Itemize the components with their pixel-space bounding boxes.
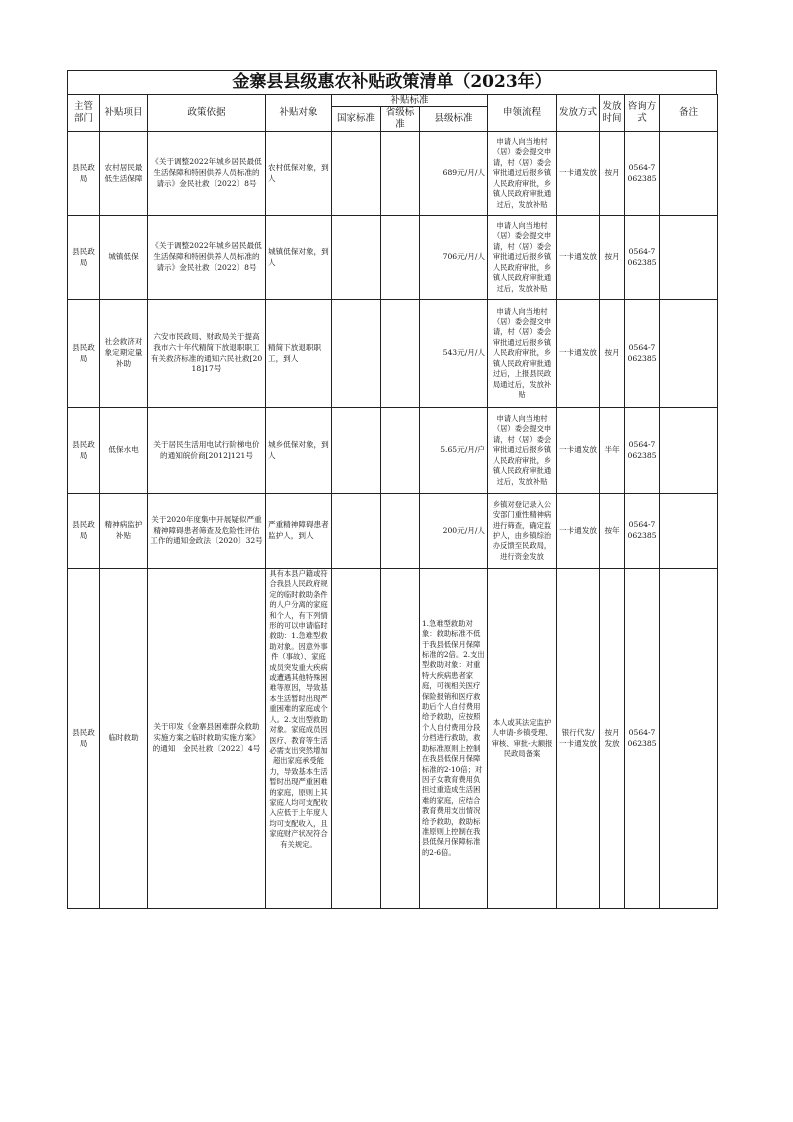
cell-process: 申请人向当地村（居）委会提交申请，村（居）委会审批通过后报乡镇人民政府审批，乡镇人民政府审批通过后，发放补贴 <box>488 408 557 494</box>
cell-target: 严重精神障碍患者监护人，到人 <box>266 494 332 569</box>
cell-item: 精神病监护补贴 <box>100 494 148 569</box>
cell-county: 543元/月/人 <box>420 300 488 408</box>
cell-national <box>332 132 381 216</box>
cell-note <box>660 494 718 569</box>
header-basis: 政策依据 <box>148 95 266 132</box>
cell-time: 半年 <box>600 408 625 494</box>
cell-national <box>332 494 381 569</box>
cell-item: 农村居民最低生活保障 <box>100 132 148 216</box>
cell-basis: 《关于调整2022年城乡居民最低生活保障和特困供养人员标准的请示》金民社救〔2022〕8号 <box>148 132 266 216</box>
cell-method: 一卡通发放 <box>557 216 600 300</box>
cell-provincial <box>381 132 420 216</box>
cell-basis: 关于印发《金寨县困难群众救助实施方案之临时救助实施方案》的通知 金民社救〔2022〕4号 <box>148 569 266 909</box>
cell-note <box>660 132 718 216</box>
cell-note <box>660 408 718 494</box>
cell-contact: 0564-7062385 <box>625 300 660 408</box>
header-standard: 补贴标准 <box>332 95 488 107</box>
cell-note <box>660 300 718 408</box>
header-method: 发放方式 <box>557 95 600 132</box>
cell-method: 银行代发/一卡通发放 <box>557 569 600 909</box>
cell-contact: 0564-7062385 <box>625 569 660 909</box>
header-row-1 <box>68 95 718 107</box>
cell-target: 城镇低保对象，到人 <box>266 216 332 300</box>
cell-time: 按月 <box>600 132 625 216</box>
table-row <box>68 216 718 300</box>
cell-county: 706元/月/人 <box>420 216 488 300</box>
cell-target: 农村低保对象，到人 <box>266 132 332 216</box>
header-county: 县级标准 <box>420 107 488 132</box>
header-national: 国家标准 <box>332 107 381 132</box>
header-contact: 咨询方式 <box>625 95 660 132</box>
cell-national <box>332 216 381 300</box>
cell-provincial <box>381 494 420 569</box>
page-title: 金寨县县级惠农补贴政策清单（2023年） <box>67 70 717 94</box>
cell-national <box>332 408 381 494</box>
cell-dept: 县民政局 <box>68 408 100 494</box>
cell-method: 一卡通发放 <box>557 132 600 216</box>
header-item: 补贴项目 <box>100 95 148 132</box>
cell-basis: 六安市民政局、财政局关于提高我市六十年代精简下放退职职工有关救济标准的通知六民社救[2018]17号 <box>148 300 266 408</box>
cell-contact: 0564-7062385 <box>625 494 660 569</box>
cell-item: 社会救济对象定期定量补助 <box>100 300 148 408</box>
cell-county: 689元/月/人 <box>420 132 488 216</box>
cell-target: 精简下放退职职工，到人 <box>266 300 332 408</box>
header-process: 申领流程 <box>488 95 557 132</box>
header-time: 发放时间 <box>600 95 625 132</box>
cell-time: 按月 <box>600 216 625 300</box>
cell-method: 一卡通发放 <box>557 494 600 569</box>
cell-item: 临时救助 <box>100 569 148 909</box>
cell-item: 城镇低保 <box>100 216 148 300</box>
cell-provincial <box>381 216 420 300</box>
cell-note <box>660 569 718 909</box>
cell-target: 具有本县户籍或符合我县人民政府规定的临时救助条件的人户分离的家庭和个人，有下列情形的可以申请临时救助：1.急难型救助对象。因意外事件（事故）、家庭成员突发重大疾病或遭遇其他特殊困难等原因，导致基本生活暂时出现严重困难的家庭或个人。2.支出型救助对象。家庭成员因医疗、教育等生活必需支出突然增加超出家庭承受能力，导致基本生活暂时出现严重困难的家庭，原则上其家庭人均可支配收入应低于上年度人均可支配收入，且家庭财产状况符合有关规定。 <box>266 569 332 909</box>
cell-method: 一卡通发放 <box>557 408 600 494</box>
header-provincial: 省级标准 <box>381 107 420 132</box>
cell-national <box>332 569 381 909</box>
subsidy-table <box>67 94 718 909</box>
cell-provincial <box>381 300 420 408</box>
cell-contact: 0564-7062385 <box>625 132 660 216</box>
cell-time: 按月 <box>600 300 625 408</box>
cell-provincial <box>381 408 420 494</box>
cell-county: 200元/月/人 <box>420 494 488 569</box>
cell-process: 申请人向当地村（居）委会提交申请，村（居）委会审批通过后报乡镇人民政府审批，乡镇人民政府审批通过后，发放补贴 <box>488 216 557 300</box>
cell-national <box>332 300 381 408</box>
header-dept: 主管部门 <box>68 95 100 132</box>
cell-dept: 县民政局 <box>68 216 100 300</box>
cell-note <box>660 216 718 300</box>
cell-process: 申请人向当地村（居）委会提交申请，村（居）委会审批通过后报乡镇人民政府审批，乡镇人民政府审批通过后，上报县民政局通过后，发放补贴 <box>488 300 557 408</box>
cell-item: 低保水电 <box>100 408 148 494</box>
cell-county: 5.65元/月/户 <box>420 408 488 494</box>
header-note: 备注 <box>660 95 718 132</box>
cell-target: 城乡低保对象，到人 <box>266 408 332 494</box>
cell-basis: 关于居民生活用电试行阶梯电价的通知皖价商[2012]121号 <box>148 408 266 494</box>
cell-provincial <box>381 569 420 909</box>
cell-process: 乡镇对登记录入公安部门重性精神病进行筛查，确定监护人，由乡镇综治办反馈至民政局，进行资金发放 <box>488 494 557 569</box>
table-row <box>68 569 718 909</box>
table-row <box>68 494 718 569</box>
cell-process: 申请人向当地村（居）委会提交申请，村（居）委会审批通过后报乡镇人民政府审批，乡镇人民政府审批通过后，发放补贴 <box>488 132 557 216</box>
cell-dept: 县民政局 <box>68 569 100 909</box>
table-row <box>68 132 718 216</box>
cell-county: 1.急难型救助对象：救助标准不低于我县低保月保障标准的2倍。2.支出型救助对象：对重特大疾病患者家庭，可视相关医疗保险报销和医疗救助后个人自付费用给予救助，应按照个人自付费用分段分档进行救助，救助标准原则上控制在我县低保月保障标准的2-10倍；对因子女教育费用负担过重造成生活困难的家庭，应结合教育费用支出情况给予救助，救助标准原则上控制在我县低保月保障标准的2-6倍。 <box>420 569 488 909</box>
cell-dept: 县民政局 <box>68 494 100 569</box>
cell-dept: 县民政局 <box>68 300 100 408</box>
cell-process: 本人或其法定监护人申请-乡镇受理、审核、审批-大额报民政局备案 <box>488 569 557 909</box>
table-row <box>68 408 718 494</box>
cell-dept: 县民政局 <box>68 132 100 216</box>
cell-contact: 0564-7062385 <box>625 408 660 494</box>
cell-contact: 0564-7062385 <box>625 216 660 300</box>
cell-time: 按年 <box>600 494 625 569</box>
header-target: 补贴对象 <box>266 95 332 132</box>
policy-sheet <box>67 70 717 909</box>
cell-basis: 《关于调整2022年城乡居民最低生活保障和特困供养人员标准的请示》金民社救〔2022〕8号 <box>148 216 266 300</box>
table-row <box>68 300 718 408</box>
cell-basis: 关于2020年度集中开展疑似严重精神障碍患者筛查及危险性评估工作的通知金政法〔2020〕32号 <box>148 494 266 569</box>
cell-time: 按月发放 <box>600 569 625 909</box>
cell-method: 一卡通发放 <box>557 300 600 408</box>
